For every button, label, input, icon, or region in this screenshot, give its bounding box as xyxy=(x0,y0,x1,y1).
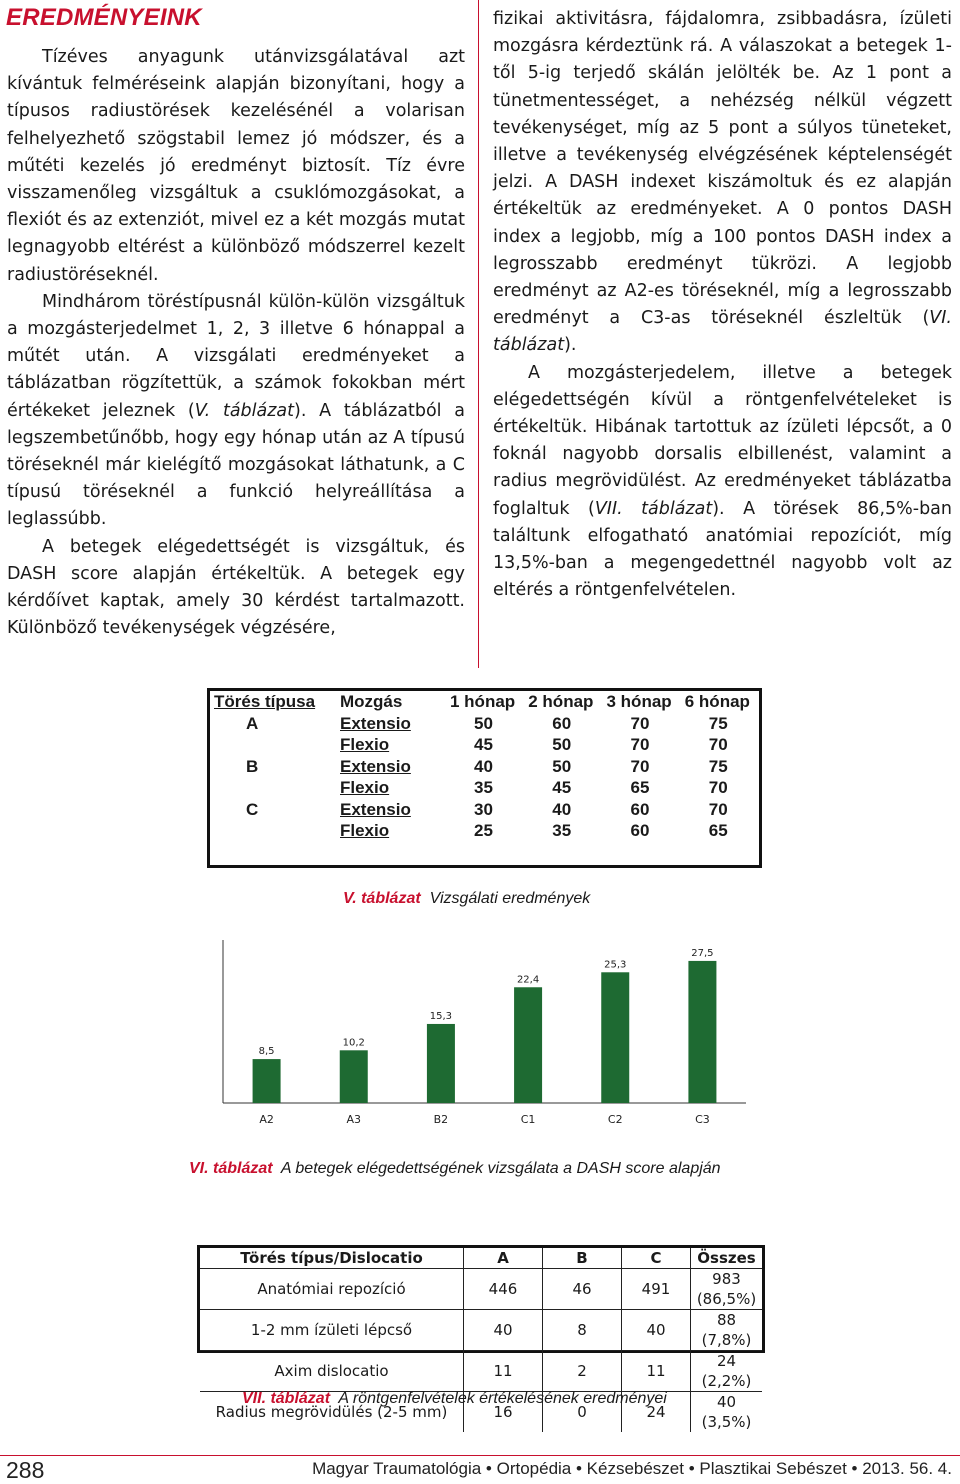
x-tick-label: C1 xyxy=(520,1113,536,1126)
paragraph-text: A mozgásterjedelem, illetve a betegek elégedettségén kívül a röntgenfelvételeket is értékeltük. Hibának tartottuk az ízületi lépcsőt, a 0 foknál nagyobb dorsalis elbillenést, valamint a radius megrövidülést. Az eredményeket táblázatba foglaltuk ( xyxy=(493,362,952,519)
table-cell: 70 xyxy=(708,799,728,819)
table-cell: Flexio xyxy=(340,821,390,840)
table-row xyxy=(210,756,759,778)
table-cell: C xyxy=(246,799,259,819)
table-cell: 88 (7,8%) xyxy=(691,1310,763,1351)
table-cell: 75 xyxy=(708,713,728,733)
paragraph-text: ). xyxy=(564,335,577,356)
table-cell: 491 xyxy=(622,1269,691,1310)
table-cell: 11 xyxy=(464,1351,543,1392)
bar xyxy=(688,961,716,1103)
table-row xyxy=(210,777,759,799)
bar xyxy=(340,1050,368,1103)
paragraph-text: A betegek elégedettségét is vizsgáltuk, és DASH score alapján értékeltük. A betegek egy kérdőívet kaptak, amely 30 kérdést tartalmazott. Különböző tevékenységek végzésére, xyxy=(7,536,465,639)
table-cell: 16 xyxy=(464,1392,543,1433)
data-label: 27,5 xyxy=(691,947,714,959)
table-cell: Axim dislocatio xyxy=(200,1351,464,1392)
table-cell: 65 xyxy=(630,778,650,797)
paragraph xyxy=(493,360,952,605)
column-header: Törés típus/Dislocatio xyxy=(200,1248,464,1269)
table-cell: 60 xyxy=(630,821,650,840)
table-cell: 40 xyxy=(552,799,572,819)
table-header-row xyxy=(210,691,759,713)
x-tick-label: C2 xyxy=(607,1113,623,1126)
table-cell: Radius megrövidülés (2-5 mm) xyxy=(200,1392,464,1433)
table-cell: 50 xyxy=(552,735,572,754)
data-label: 15,3 xyxy=(429,1010,453,1022)
table-cell: 60 xyxy=(552,713,572,733)
bar xyxy=(601,972,629,1103)
table-cell: 70 xyxy=(630,735,650,754)
table-cell: 30 xyxy=(474,799,493,819)
paragraph-text: ). A táblázatból a legszembetűnőbb, hogy egy hónap után az A típusú töréseknél már kielégítő mozgásokat láthatunk, a C típusú töréseknél a funkció helyreállítása a leglassúbb. xyxy=(7,400,465,530)
table-row xyxy=(210,820,759,842)
bar xyxy=(514,987,542,1103)
table-cell: 40 xyxy=(474,756,493,776)
left-column xyxy=(7,44,465,642)
table-cell: A xyxy=(246,713,259,733)
paragraph-text: Tízéves anyagunk utánvizsgálatával azt kívántuk felméréseink alapján bizonyítani, hogy a típusos radiustörések kezelésénél a volarisan felhelyezhető szögstabil lemez jó módszer, és a műtéti kezelés jó eredményt biztosít. Tíz évre visszamenőleg vizsgáltuk a csuklómozgásokat, a flexiót és az extenziót, mivel ez a két mozgás mutat legnagyobb eltérést a különböző módszerrel kezelt radiustöréseknél. xyxy=(7,47,465,285)
right-column xyxy=(493,6,952,604)
column-header: B xyxy=(543,1248,622,1269)
data-label: 10,2 xyxy=(342,1037,365,1049)
table-cell: 40 xyxy=(622,1310,691,1351)
column-header: 3 hónap xyxy=(606,692,672,711)
table-cell: 2 xyxy=(543,1351,622,1392)
table-cell: Flexio xyxy=(340,778,390,797)
table-cell: 8 xyxy=(543,1310,622,1351)
data-label: 8,5 xyxy=(258,1046,275,1058)
table-reference: VI. táblázat xyxy=(493,308,952,356)
column-divider xyxy=(478,0,479,668)
table-cell: 50 xyxy=(474,713,493,733)
table-cell: Flexio xyxy=(340,735,390,754)
bar xyxy=(253,1059,281,1103)
column-header: C xyxy=(622,1248,691,1269)
table-cell: 75 xyxy=(708,756,728,776)
x-tick-label: A3 xyxy=(346,1113,362,1126)
table-cell: 50 xyxy=(552,756,572,776)
table-reference: V. táblázat xyxy=(194,400,295,421)
caption-text: Vizsgálati eredmények xyxy=(429,890,591,907)
table-cell: 70 xyxy=(630,756,650,776)
table-row xyxy=(210,734,759,756)
bar xyxy=(427,1024,455,1103)
table-row xyxy=(200,1351,762,1392)
column-header: 2 hónap xyxy=(528,692,594,711)
table-cell: 45 xyxy=(552,778,572,797)
paragraph xyxy=(493,6,952,360)
table-reference: VII. táblázat xyxy=(594,498,713,519)
table-cell: 45 xyxy=(474,735,493,754)
table-cell: Extensio xyxy=(340,756,411,776)
table-cell: 24 xyxy=(622,1392,691,1433)
caption-label: V. táblázat xyxy=(343,890,421,907)
table-cell: 1-2 mm ízületi lépcső xyxy=(200,1310,464,1351)
table-cell: 35 xyxy=(474,778,493,797)
column-header: 6 hónap xyxy=(684,692,750,711)
caption-label: VII. táblázat xyxy=(242,1390,331,1407)
table-row xyxy=(210,799,759,821)
table-row xyxy=(200,1310,762,1351)
x-tick-label: C3 xyxy=(695,1113,710,1126)
x-tick-label: A2 xyxy=(259,1113,274,1126)
page-number: 288 xyxy=(6,1457,45,1483)
table-row xyxy=(200,1269,762,1310)
table-cell: B xyxy=(246,756,259,776)
column-header: Összes xyxy=(691,1248,763,1269)
column-header: 1 hónap xyxy=(450,692,516,711)
paragraph xyxy=(7,289,465,534)
table-cell xyxy=(210,777,336,799)
column-header: A xyxy=(464,1248,543,1269)
table-cell: 35 xyxy=(552,821,572,840)
table-cell xyxy=(210,820,336,842)
x-tick-label: B2 xyxy=(433,1113,449,1126)
chart-vi-caption xyxy=(189,1160,721,1178)
table-cell: Extensio xyxy=(340,713,411,733)
caption-label: VI. táblázat xyxy=(189,1160,273,1177)
column-header: Mozgás xyxy=(340,692,403,711)
paragraph-text: Mindhárom töréstípusnál külön-külön vizsgáltuk a mozgásterjedelmet 1, 2, 3 illetve 6 hónappal a műtét után. A vizsgálati eredményeket a táblázatban rögzítettük, a számok fokokban mért értékeket jeleznek ( xyxy=(7,291,465,421)
table-cell: Extensio xyxy=(340,799,411,819)
journal-name: Magyar Traumatológia • Ortopédia • Kézsebészet • Plasztikai Sebészet • 2013. 56. 4. xyxy=(312,1459,952,1478)
table-vii-caption xyxy=(242,1390,667,1408)
paragraph xyxy=(7,534,465,643)
table-cell: 25 xyxy=(474,821,493,840)
caption-text: A röntgenfelvételek értékelésének eredményei xyxy=(338,1390,667,1407)
table-cell: 70 xyxy=(708,778,728,797)
table-header-row xyxy=(200,1248,762,1269)
data-label: 25,3 xyxy=(604,959,627,971)
dash-score-bar-chart xyxy=(203,940,758,1130)
table-cell: 65 xyxy=(708,821,728,840)
table-cell: 46 xyxy=(543,1269,622,1310)
section-title: EREDMÉNYEINK xyxy=(6,4,202,31)
table-cell: 24 (2,2%) xyxy=(691,1351,763,1392)
caption-text: A betegek elégedettségének vizsgálata a DASH score alapján xyxy=(280,1160,721,1177)
table-cell xyxy=(210,734,336,756)
table-cell: 40 (3,5%) xyxy=(701,1393,752,1431)
table-cell: 0 xyxy=(543,1392,622,1433)
table-cell: 983 (86,5%) xyxy=(691,1269,763,1310)
footer-divider xyxy=(0,1455,960,1456)
table-cell: 60 xyxy=(630,799,650,819)
table-v-caption xyxy=(343,890,590,908)
table-cell: 446 xyxy=(464,1269,543,1310)
data-label: 22,4 xyxy=(516,974,540,986)
table-cell: 70 xyxy=(708,735,728,754)
table-cell: 70 xyxy=(630,713,650,733)
column-header: Törés típusa xyxy=(214,692,316,711)
table-row xyxy=(210,713,759,735)
paragraph xyxy=(7,44,465,289)
table-v xyxy=(207,688,762,868)
table-cell: 40 xyxy=(464,1310,543,1351)
paragraph-text: fizikai aktivitásra, fájdalomra, zsibbadásra, ízületi mozgásra kérdeztünk rá. A válaszokat a betegek 1-től 5-ig terjedő skálán jelölték be. Az 1 pont a tünetmentességet, a nehézség nélkül végzett tevékenységet, míg az 5 pont a súlyos tüneteket, illetve a tevékenység elvégzésének képtelenségét jelzi. A DASH indexet kiszámoltuk és ez alapján értékeltük az eredményeket. A 0 pontos DASH index a legjobb, míg a 100 pontos DASH index a legrosszabb eredményt tükrözi. A legjobb eredményt az A2-es töréseknél, míg a legrosszabb eredményt a C3-as töréseknél észleltük ( xyxy=(493,9,952,329)
paragraph-text: ). A törések 86,5%-ban találtunk elfogatható anatómiai repozíciót, míg 13,5%-ban a megengedettnél nagyobb volt az eltérés a röntgenfelvételen. xyxy=(493,498,953,601)
table-cell: 11 xyxy=(622,1351,691,1392)
table-cell: Anatómiai repozíció xyxy=(200,1269,464,1310)
